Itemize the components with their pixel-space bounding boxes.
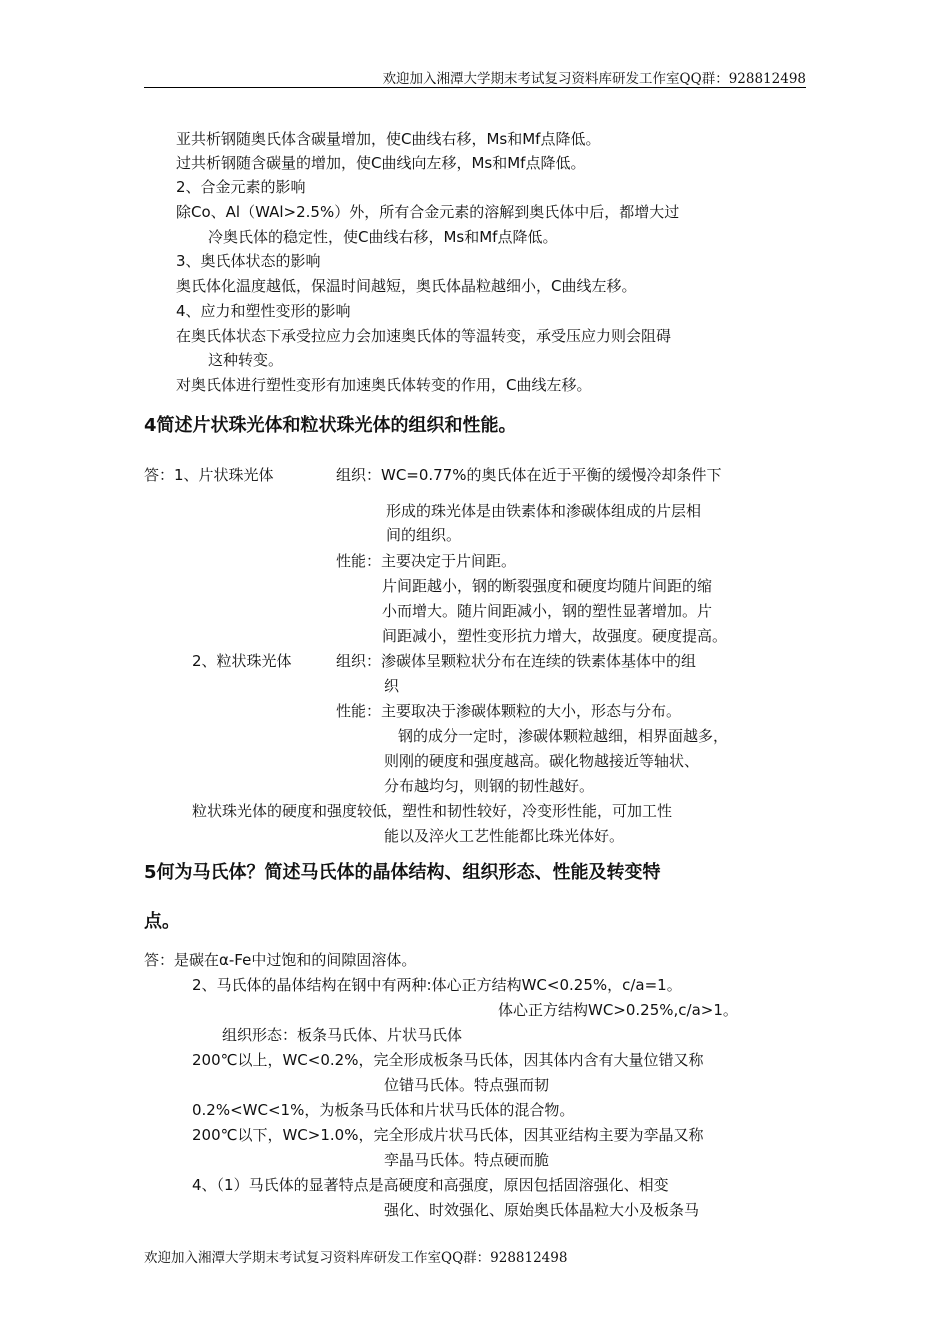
text-line: 4、应力和塑性变形的影响 [176, 302, 351, 320]
text-line: 孪晶马氏体。特点硬而脆 [384, 1151, 550, 1169]
text-line: 除Co、Al（WAl>2.5%）外，所有合金元素的溶解到奥氏体中后，都增大过 [176, 203, 680, 221]
text-line: 在奥氏体状态下承受拉应力会加速奥氏体的等温转变，承受压应力则会阻碍 [176, 327, 672, 345]
text-line: 答：1、片状珠光体 [144, 466, 274, 484]
text-line: 间距减小，塑性变形抗力增大，故强度。硬度提高。 [382, 627, 728, 645]
text-line: 2、粒状珠光体 [192, 652, 292, 670]
page-header: 欢迎加入湘潭大学期末考试复习资料库研发工作室QQ群：928812498 [382, 71, 806, 87]
text-line: 体心正方结构WC>0.25%,c/a>1。 [498, 1001, 738, 1019]
text-line: 分布越均匀，则钢的韧性越好。 [384, 777, 595, 795]
text-line: 200℃以上，WC<0.2%，完全形成板条马氏体，因其体内含有大量位错又称 [192, 1051, 704, 1069]
text-line: 位错马氏体。特点强而韧 [384, 1076, 550, 1094]
text-line: 钢的成分一定时，渗碳体颗粒越细，相界面越多， [398, 727, 729, 745]
text-line: 能以及淬火工艺性能都比珠光体好。 [384, 827, 625, 845]
text-line: 组织：渗碳体呈颗粒状分布在连续的铁素体基体中的组 [336, 652, 697, 670]
text-line: 则刚的硬度和强度越高。碳化物越接近等轴状、 [384, 752, 700, 770]
text-line: 织 [384, 677, 400, 695]
text-line: 2、马氏体的晶体结构在钢中有两种:体心正方结构WC<0.25%，c/a=1。 [192, 976, 682, 994]
question-4-heading: 4简述片状珠光体和粒状珠光体的组织和性能。 [144, 415, 517, 436]
text-line: 过共析钢随含碳量的增加，使C曲线向左移，Ms和Mf点降低。 [176, 154, 586, 172]
text-line: 粒状珠光体的硬度和强度较低，塑性和韧性较好，冷变形性能，可加工性 [192, 802, 673, 820]
text-line: 4、（1）马氏体的显著特点是高硬度和高强度，原因包括固溶强化、相变 [192, 1176, 669, 1194]
text-line: 性能：主要决定于片间距。 [336, 552, 517, 570]
text-line: 性能：主要取决于渗碳体颗粒的大小，形态与分布。 [336, 702, 682, 720]
text-line: 亚共析钢随奥氏体含碳量增加，使C曲线右移，Ms和Mf点降低。 [176, 130, 601, 148]
text-line: 2、合金元素的影响 [176, 178, 306, 196]
text-line: 冷奥氏体的稳定性，使C曲线右移，Ms和Mf点降低。 [208, 228, 558, 246]
text-line: 组织：WC=0.77%的奥氏体在近于平衡的缓慢冷却条件下 [336, 466, 722, 484]
text-line: 强化、时效强化、原始奥氏体晶粒大小及板条马 [384, 1201, 700, 1219]
text-line: 组织形态：板条马氏体、片状马氏体 [222, 1026, 463, 1044]
text-line: 片间距越小，钢的断裂强度和硬度均随片间距的缩 [382, 577, 713, 595]
page-footer: 欢迎加入湘潭大学期末考试复习资料库研发工作室QQ群：928812498 [144, 1250, 568, 1266]
question-5-heading: 5何为马氏体？简述马氏体的晶体结构、组织形态、性能及转变特 [144, 862, 661, 883]
header-rule [144, 87, 806, 88]
text-line: 3、奥氏体状态的影响 [176, 252, 321, 270]
text-line: 200℃以下，WC>1.0%，完全形成片状马氏体，因其亚结构主要为孪晶又称 [192, 1126, 704, 1144]
text-line: 形成的珠光体是由铁素体和渗碳体组成的片层相 [386, 502, 702, 520]
text-line: 这种转变。 [208, 351, 284, 369]
text-line: 间的组织。 [386, 526, 462, 544]
text-line: 答：是碳在α-Fe中过饱和的间隙固溶体。 [144, 951, 417, 969]
text-line: 0.2%<WC<1%，为板条马氏体和片状马氏体的混合物。 [192, 1101, 575, 1119]
text-line: 对奥氏体进行塑性变形有加速奥氏体转变的作用，C曲线左移。 [176, 376, 592, 394]
question-5-heading-cont: 点。 [144, 911, 180, 932]
text-line: 奥氏体化温度越低，保温时间越短，奥氏体晶粒越细小，C曲线左移。 [176, 277, 637, 295]
text-line: 小而增大。随片间距减小，钢的塑性显著增加。片 [382, 602, 713, 620]
